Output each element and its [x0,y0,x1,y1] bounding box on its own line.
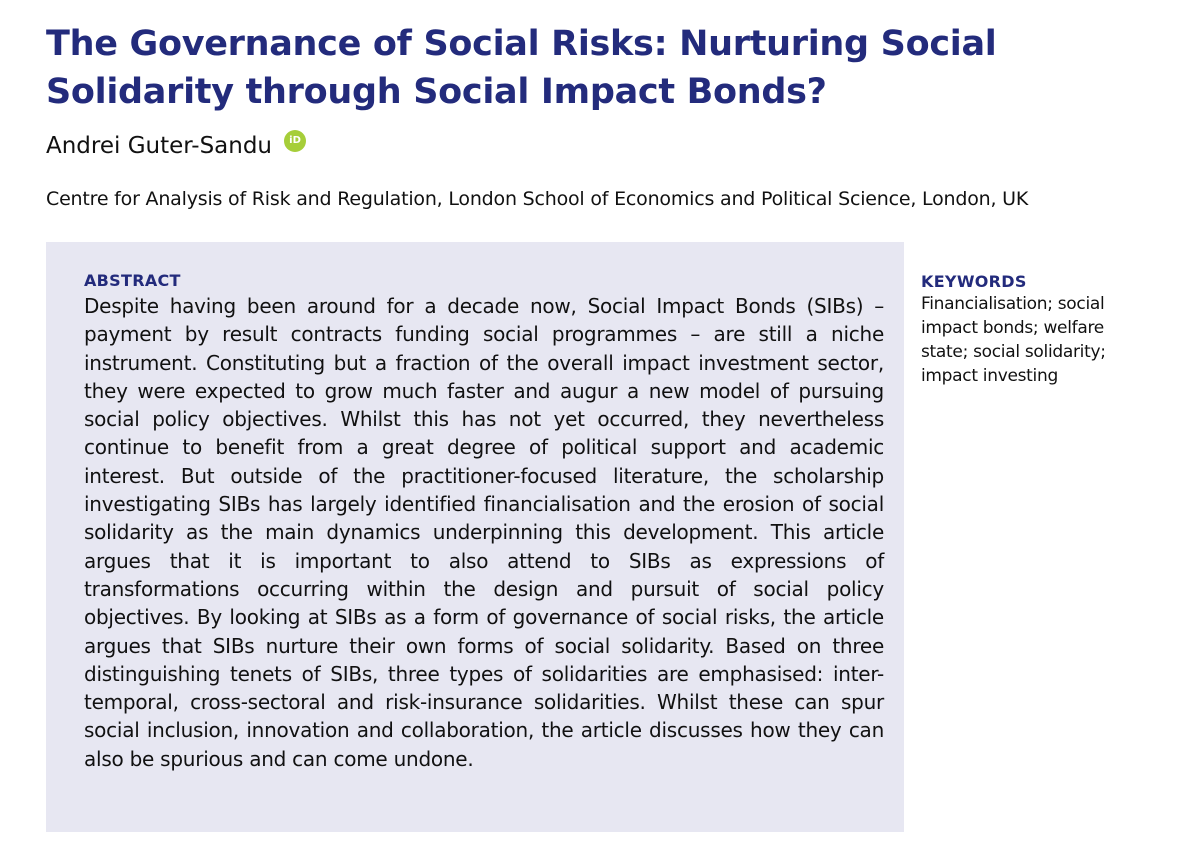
abstract-box [46,242,904,832]
orcid-icon[interactable]: iD [284,130,306,152]
abstract-content [84,270,884,773]
abstract-text: Despite having been around for a decade now, Social Impact Bonds (SIBs) – payment by result contracts funding social programmes – are still a niche instrument. Constituting but a fraction of the overall impact investment sector, they were expected to grow much faster and augur a new model of pursuing social policy objectives. Whilst this has not yet occurred, they nevertheless continue to benefit from a great degree of political support and academic interest. But outside of the practitioner-focused literature, the scholarship investigating SIBs has largely identified financialisation and the erosion of social solidarity as the main dynamics underpinning this development. This article argues that it is important to also attend to SIBs as expressions of transformations occurring within the design and pursuit of social policy objectives. By looking at SIBs as a form of governance of social risks, the article argues that SIBs nurture their own forms of social solidarity. Based on three distinguishing tenets of SIBs, three types of solidarities are emphasised: inter-temporal, cross-sectoral and risk-insurance solidarities. Whilst these can spur social inclusion, innovation and collaboration, the article discusses how they can also be spurious and can come undone. [84,294,884,771]
keywords-section [921,272,1191,388]
keywords-list: Financialisation; social impact bonds; welfare state; social solidarity; impact investing [921,294,1106,386]
author-affiliation: Centre for Analysis of Risk and Regulation, London School of Economics and Political Science, London, UK [46,188,1029,210]
article-title: The Governance of Social Risks: Nurturing Social Solidarity through Social Impact Bonds? [46,24,997,112]
keywords-heading: KEYWORDS [921,272,1027,291]
author-name: Andrei Guter-Sandu [46,133,273,159]
abstract-heading: ABSTRACT [84,271,181,290]
author-line [46,130,306,162]
